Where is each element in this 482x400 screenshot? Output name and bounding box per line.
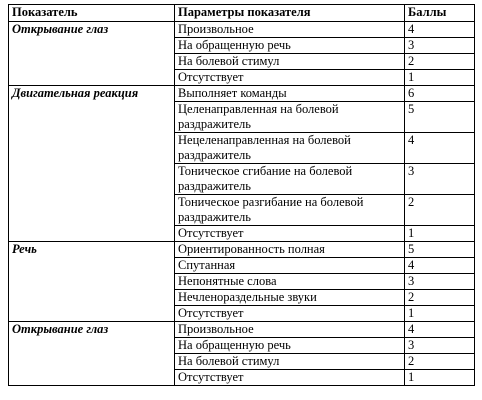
scoring-table xyxy=(8,4,475,386)
parameter-cell: Нецеленаправленная на болевой раздражитель xyxy=(175,133,405,164)
parameter-cell: Произвольное xyxy=(175,322,405,338)
score-cell: 1 xyxy=(405,306,475,322)
parameter-cell: Ориентированность полная xyxy=(175,242,405,258)
score-cell: 1 xyxy=(405,226,475,242)
score-cell: 4 xyxy=(405,258,475,274)
indicator-cell: Открывание глаз xyxy=(9,322,175,386)
score-cell: 4 xyxy=(405,322,475,338)
parameter-cell: Отсутствует xyxy=(175,70,405,86)
score-cell: 4 xyxy=(405,133,475,164)
parameter-cell: На обращенную речь xyxy=(175,38,405,54)
score-cell: 6 xyxy=(405,86,475,102)
table-row xyxy=(9,322,475,338)
parameter-cell: Целенаправленная на болевой раздражитель xyxy=(175,102,405,133)
score-cell: 3 xyxy=(405,38,475,54)
indicator-cell: Двигательная реакция xyxy=(9,86,175,242)
parameter-cell: Отсутствует xyxy=(175,306,405,322)
table-row xyxy=(9,242,475,258)
score-cell: 5 xyxy=(405,242,475,258)
parameter-cell: Отсутствует xyxy=(175,370,405,386)
score-cell: 3 xyxy=(405,164,475,195)
parameter-cell: Тоническое сгибание на болевой раздражитель xyxy=(175,164,405,195)
header-parameters: Параметры показателя xyxy=(175,5,405,22)
parameter-cell: На болевой стимул xyxy=(175,54,405,70)
parameter-cell: Тоническое разгибание на болевой раздражитель xyxy=(175,195,405,226)
score-cell: 5 xyxy=(405,102,475,133)
indicator-cell: Речь xyxy=(9,242,175,322)
score-cell: 2 xyxy=(405,195,475,226)
table-row xyxy=(9,86,475,102)
header-score: Баллы xyxy=(405,5,475,22)
parameter-cell: Выполняет команды xyxy=(175,86,405,102)
parameter-cell: Нечленораздельные звуки xyxy=(175,290,405,306)
score-cell: 4 xyxy=(405,22,475,38)
table-row xyxy=(9,22,475,38)
score-cell: 2 xyxy=(405,290,475,306)
parameter-cell: Спутанная xyxy=(175,258,405,274)
parameter-cell: На болевой стимул xyxy=(175,354,405,370)
score-cell: 1 xyxy=(405,370,475,386)
header-indicator: Показатель xyxy=(9,5,175,22)
parameter-cell: Непонятные слова xyxy=(175,274,405,290)
score-cell: 3 xyxy=(405,274,475,290)
indicator-cell: Открывание глаз xyxy=(9,22,175,86)
score-cell: 3 xyxy=(405,338,475,354)
parameter-cell: Отсутствует xyxy=(175,226,405,242)
score-cell: 2 xyxy=(405,354,475,370)
parameter-cell: Произвольное xyxy=(175,22,405,38)
score-cell: 2 xyxy=(405,54,475,70)
score-cell: 1 xyxy=(405,70,475,86)
parameter-cell: На обращенную речь xyxy=(175,338,405,354)
table-header-row xyxy=(9,5,475,22)
